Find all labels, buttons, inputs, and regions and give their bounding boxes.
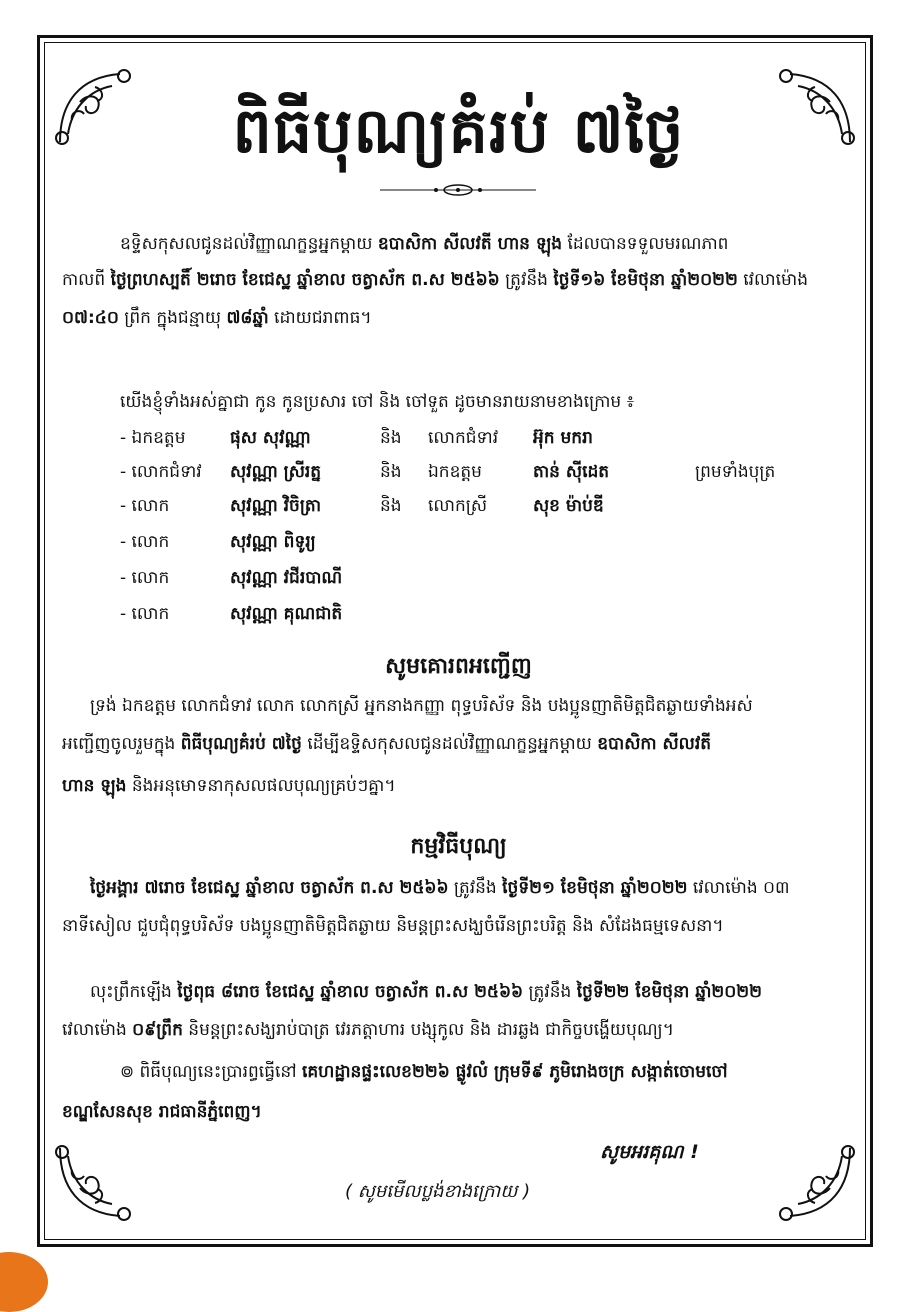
family-title: ឯកឧត្តម bbox=[428, 462, 482, 482]
deceased-name: ឧបាសិកា សីលវតី bbox=[597, 734, 712, 754]
ornament-bottom-right-icon bbox=[770, 1138, 860, 1228]
family-name: សុវណ្ណា វជីរបាណី bbox=[230, 568, 343, 588]
death-time: ០៧:៤០ bbox=[62, 308, 119, 328]
deceased-age: ៧៨ឆ្នាំ bbox=[226, 308, 269, 328]
family-name: អ៊ុក មករា bbox=[533, 428, 593, 448]
family-title: - លោក bbox=[120, 532, 170, 552]
program-2-line-1 bbox=[90, 980, 762, 1004]
family-name: សុវណ្ណា ពិទូរ្យ bbox=[230, 532, 316, 552]
program-date-lunar: ថ្ងៃអង្គារ ៧រោច ខែជេស្ឋ ឆ្នាំខាល ចត្វាស័ក ព.ស ២៥៦៦ bbox=[90, 878, 449, 898]
program-date: ថ្ងៃទី២២ ខែមិថុនា ឆ្នាំ២០២២ bbox=[576, 982, 763, 1002]
location-address: គេហដ្ឋានផ្ទះលេខ២២៦ ផ្លូវលំ ក្រុមទី៩ ភូមិរោងចក្រ សង្កាត់ចោមចៅ bbox=[301, 1062, 728, 1082]
page-title: ពិធីបុណ្យគំរប់ ៧ថ្ងៃ bbox=[232, 94, 685, 167]
program-1-line-1 bbox=[90, 876, 790, 900]
invite-text: និងអនុមោទនាកុសលផលបុណ្យគ្រប់ៗគ្នា។ bbox=[131, 776, 396, 796]
see-back-note: ( សូមមើលប្លង់ខាងក្រោយ ) bbox=[345, 1181, 531, 1202]
death-date: ថ្ងៃទី១៦ ខែមិថុនា ឆ្នាំ២០២២ bbox=[553, 270, 738, 290]
invite-heading: សូមគោរពអញ្ជើញ bbox=[385, 654, 532, 679]
family-title: - លោកជំទាវ bbox=[120, 462, 202, 482]
invite-text: អញ្ជើញចូលរួមក្នុង bbox=[62, 734, 176, 754]
program-text: វេលាម៉ោង bbox=[62, 1020, 127, 1040]
invite-line-2 bbox=[62, 732, 711, 756]
family-name: សុវណ្ណា ស្រីរត្ន bbox=[230, 462, 322, 482]
intro-text: ត្រូវនឹង bbox=[505, 270, 548, 290]
corner-orange-shape bbox=[0, 1252, 48, 1312]
family-title: - លោក bbox=[120, 496, 170, 516]
family-title: - ឯកឧត្តម bbox=[120, 428, 186, 448]
family-name: សុវណ្ណា វិចិត្រា bbox=[230, 496, 322, 516]
program-text: វេលាម៉ោង ០៣ bbox=[692, 878, 790, 898]
death-date-lunar: ថ្ងៃព្រហស្បតិ៍ ២រោច ខែជេស្ឋ ឆ្នាំខាល ចត្វាស័ក ព.ស ២៥៦៦ bbox=[110, 270, 500, 290]
family-name: សុវណ្ណា គុណជាតិ bbox=[230, 604, 343, 624]
family-title: លោកស្រី bbox=[428, 496, 488, 516]
deceased-name: ហាន ឡុង bbox=[62, 776, 127, 796]
thanks-text: សូមអរគុណ ! bbox=[600, 1141, 699, 1163]
invite-line-1: ទ្រង់ ឯកឧត្តម លោកជំទាវ លោក លោកស្រី អ្នកនាងកញ្ញា ពុទ្ធបរិស័ទ និង បងប្អូនញាតិមិត្តជិតឆ្ងាយទាំងអស់ bbox=[90, 696, 753, 716]
family-name: សុខ ម៉ាប់ឌី bbox=[533, 496, 604, 516]
family-title: លោកជំទាវ bbox=[428, 428, 499, 448]
family-title: - លោក bbox=[120, 604, 170, 624]
program-2-line-2 bbox=[62, 1018, 674, 1042]
family-and: និង bbox=[380, 428, 402, 448]
program-text: និមន្តព្រះសង្ឃរាប់បាត្រ វេរភត្តាហារ បង្សុកូល និង ដារឆ្លង ជាកិច្ចបង្ហើយបុណ្យ។ bbox=[188, 1020, 674, 1040]
family-extra: ព្រមទាំងបុត្រ bbox=[695, 462, 776, 482]
program-1-line-2: នាទីសៀល ជួបជុំពុទ្ធបរិស័ទ បងប្អូនញាតិមិត្តជិតឆ្ងាយ និមន្តព្រះសង្ឃចំរើនព្រះបរិត្ត និង សំដែងធម្មទេសនា។ bbox=[62, 916, 724, 936]
program-date-lunar: ថ្ងៃពុធ ៨រោច ខែជេស្ឋ ឆ្នាំខាល ចត្វាស័ក ព.ស ២៥៦៦ bbox=[177, 982, 524, 1002]
program-heading: កម្មវិធីបុណ្យ bbox=[410, 834, 507, 859]
ornament-bottom-left-icon bbox=[50, 1138, 140, 1228]
intro-line-3 bbox=[62, 306, 372, 330]
family-name: ផុស សុវណ្ណា bbox=[230, 428, 311, 448]
invite-line-3 bbox=[62, 774, 396, 798]
location-line-2: ខណ្ឌសែនសុខ រាជធានីភ្នំពេញ។ bbox=[62, 1102, 262, 1122]
intro-text: ព្រឹក ក្នុងជន្មាយុ bbox=[124, 308, 222, 328]
intro-text: កាលពី bbox=[62, 270, 106, 290]
family-title: - លោក bbox=[120, 568, 170, 588]
intro-text: ដែលបានទទួលមរណភាព bbox=[567, 234, 729, 254]
location-label: ៙ ពិធីបុណ្យនេះប្រារព្ធធ្វើនៅ bbox=[120, 1062, 297, 1082]
invite-text: ដើម្បីឧទ្ទិសកុសលជូនដល់វិញ្ញាណក្ខន្ធអ្នកម្តាយ bbox=[307, 734, 592, 754]
intro-line-1 bbox=[120, 232, 728, 256]
program-time: ០៩ព្រឹក bbox=[132, 1020, 183, 1040]
deceased-name: ឧបាសិកា សីលវតី ហាន ឡុង bbox=[377, 234, 563, 254]
intro-text: ដោយជរាពាធ។ bbox=[274, 308, 372, 328]
family-name: តាន់ ស៊ីដេត bbox=[533, 462, 610, 482]
program-text: លុះព្រឹកឡើង bbox=[90, 982, 172, 1002]
location-line-1 bbox=[120, 1060, 728, 1084]
divider-ornament-icon bbox=[380, 182, 536, 198]
intro-line-2 bbox=[62, 268, 808, 292]
program-text: ត្រូវនឹង bbox=[453, 878, 497, 898]
family-and: និង bbox=[380, 496, 402, 516]
intro-text: វេលាម៉ោង bbox=[743, 270, 808, 290]
family-and: និង bbox=[380, 462, 402, 482]
intro-text: ឧទ្ទិសកុសលជូនដល់វិញ្ញាណក្ខន្ធអ្នកម្តាយ bbox=[120, 234, 373, 254]
program-text: ត្រូវនឹង bbox=[528, 982, 572, 1002]
family-intro: យើងខ្ញុំទាំងអស់គ្នាជា កូន កូនប្រសារ ចៅ និង ចៅទួត ដូចមានរាយនាមខាងក្រោម ៖ bbox=[120, 392, 635, 412]
ceremony-name: ពិធីបុណ្យគំរប់ ៧ថ្ងៃ bbox=[180, 734, 302, 754]
program-date: ថ្ងៃទី២១ ខែមិថុនា ឆ្នាំ២០២២ bbox=[502, 878, 688, 898]
